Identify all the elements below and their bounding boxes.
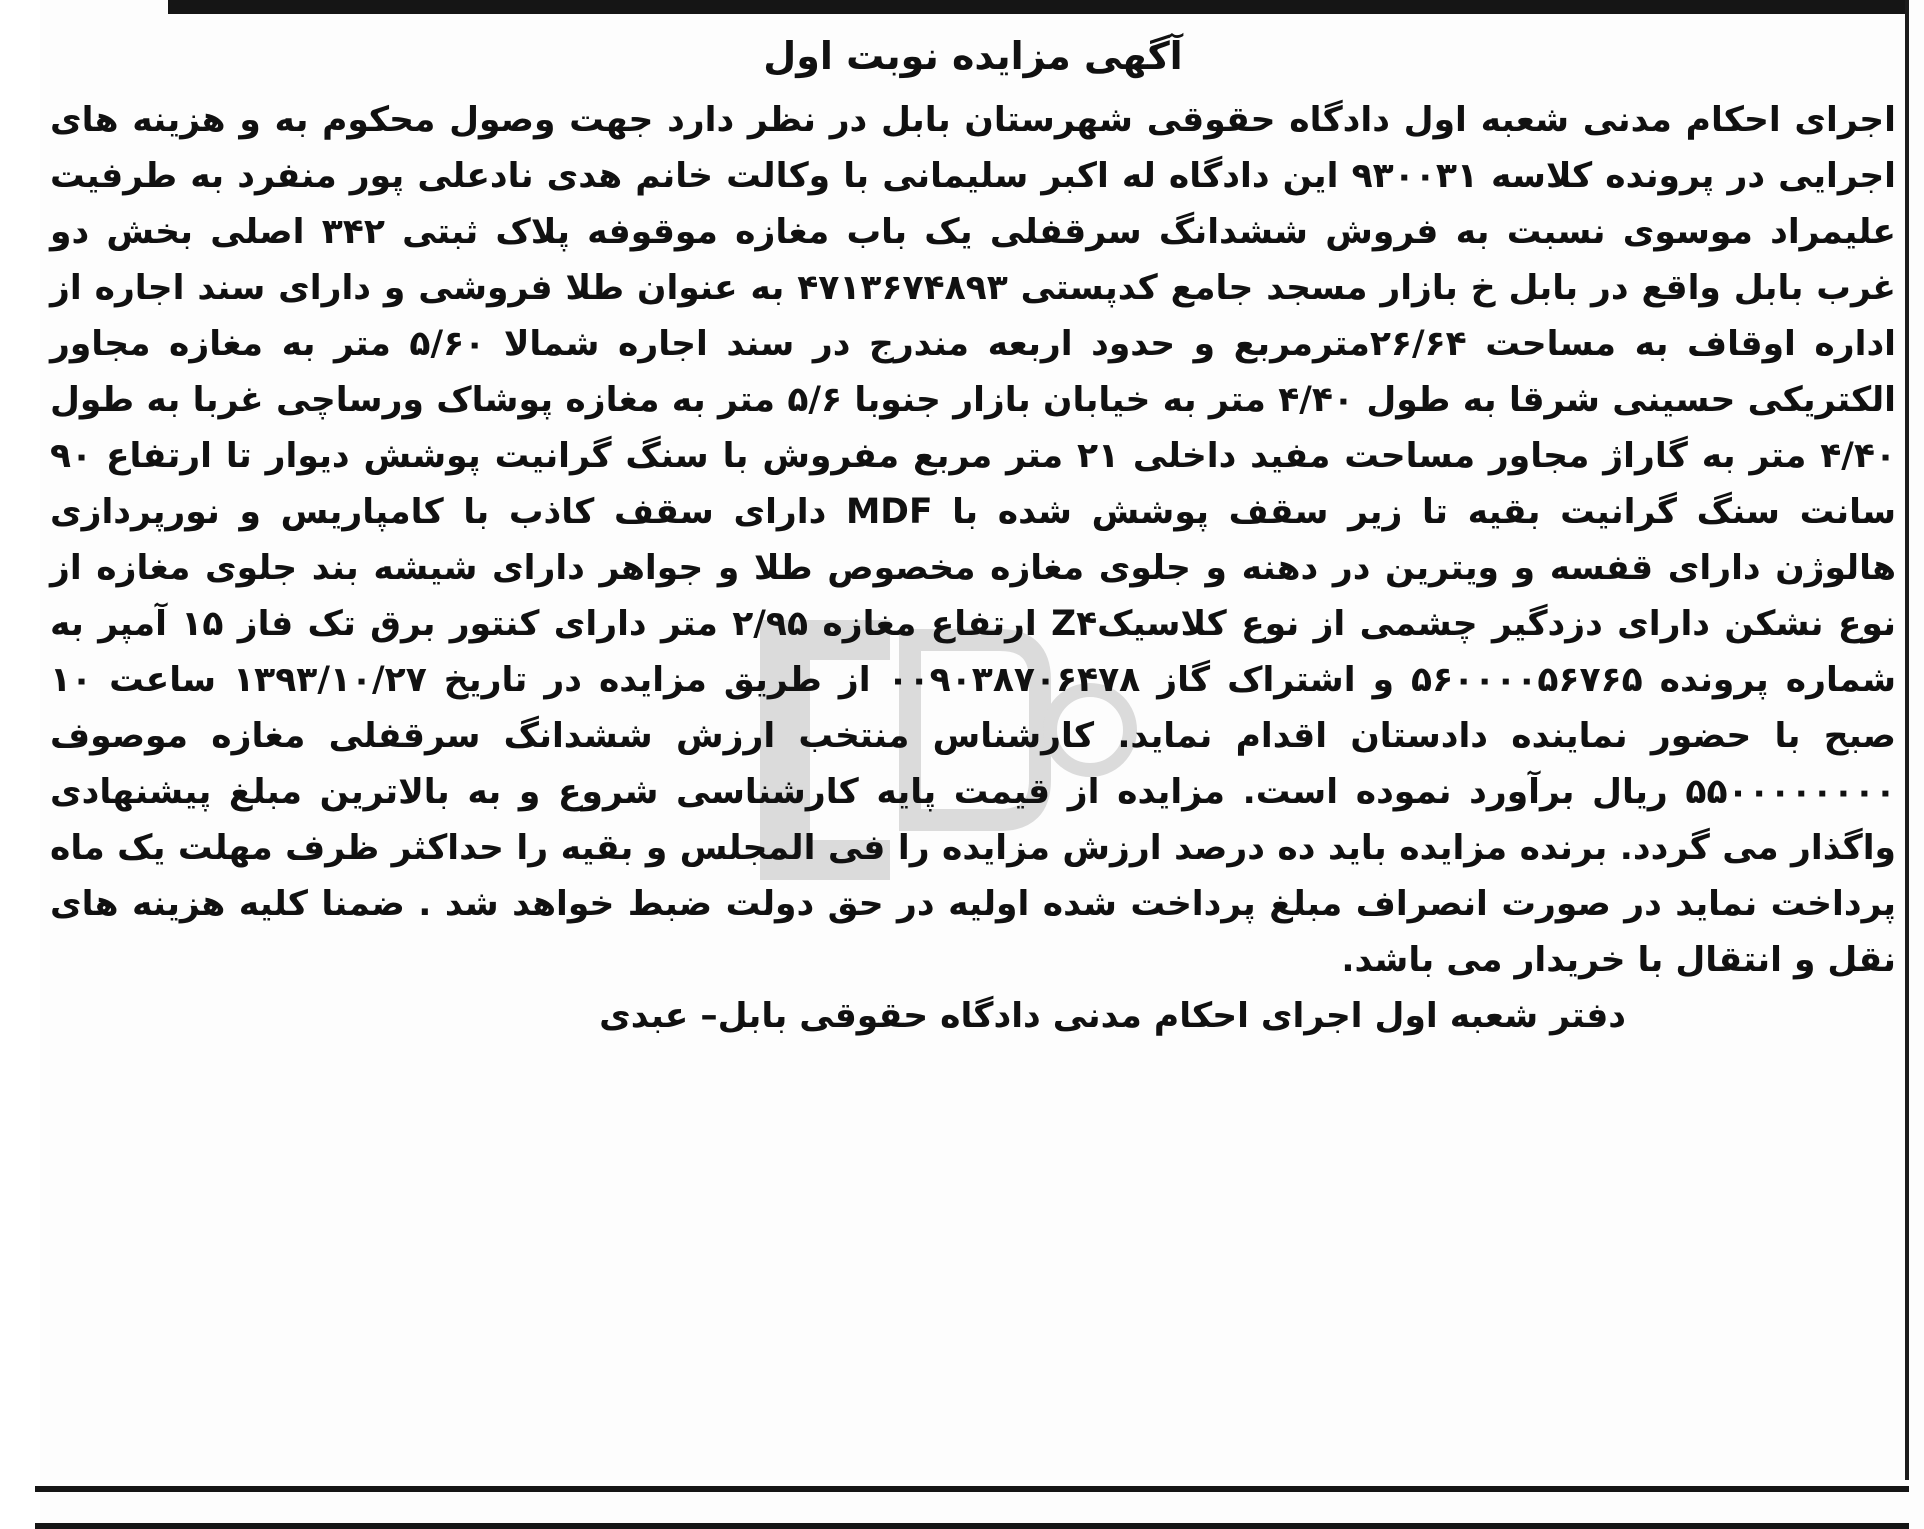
auction-notice	[50, 26, 1896, 1044]
right-border-rule	[1905, 0, 1909, 1480]
bottom-border-rule	[35, 1486, 1909, 1492]
notice-body: اجرای احکام مدنی شعبه اول دادگاه حقوقی شهرستان بابل در نظر دارد جهت وصول محکوم به و هزینه های اجرایی در پرونده کلاسه ۹۳۰۰۳۱ این دادگاه له اکبر سلیمانی با وکالت خانم هدی نادعلی پور منفرد به طرفیت علیمراد موسوی نسبت به فروش ششدانگ سرقفلی یک باب مغازه موقوفه پلاک ثبتی ۳۴۲ اصلی بخش دو غرب بابل واقع در بابل خ بازار مسجد جامع کدپستی ۴۷۱۳۶۷۴۸۹۳ به عنوان طلا فروشی و دارای سند اجاره از اداره اوقاف به مساحت ۲۶/۶۴مترمربع و حدود اربعه مندرج در سند اجاره شمالا ۵/۶۰ متر به مغازه مجاور الکتریکی حسینی شرقا به طول ۴/۴۰ متر به خیابان بازار جنوبا ۵/۶ متر به مغازه پوشاک ورساچی غربا به طول ۴/۴۰ متر به گاراژ مجاور مساحت مفید داخلی ۲۱ متر مربع مفروش با سنگ گرانیت پوشش دیوار تا ارتفاع ۹۰ سانت سنگ گرانیت بقیه تا زیر سقف پوشش شده با MDF دارای سقف کاذب با کامپاریس و نورپردازی هالوژن دارای قفسه و ویترین در دهنه و جلوی مغازه مخصوص طلا و جواهر دارای شیشه بند جلوی مغازه از نوع نشکن دارای دزدگیر چشمی از نوع کلاسیکZ۴ ارتفاع مغازه ۲/۹۵ متر دارای کنتور برق تک فاز ۱۵ آمپر به شماره پرونده ۵۶۰۰۰۰۵۶۷۶۵ و اشتراک گاز ۰۰۹۰۳۸۷۰۶۴۷۸ از طریق مزایده در تاریخ ۱۳۹۳/۱۰/۲۷ ساعت ۱۰ صبح با حضور نماینده دادستان اقدام نماید. کارشناس منتخب ارزش ششدانگ سرقفلی مغازه موصوف ۵۵۰۰۰۰۰۰۰۰ ریال برآورد نموده است. مزایده از قیمت پایه کارشناسی شروع و به بالاترین مبلغ پیشنهادی واگذار می گردد. برنده مزایده باید ده درصد ارزش مزایده را فی المجلس و بقیه را حداکثر ظرف مهلت یک ماه پرداخت نماید در صورت انصراف مبلغ پرداخت شده اولیه در حق دولت ضبط خواهد شد . ضمنا کلیه هزینه های نقل و انتقال با خریدار می باشد.	[50, 100, 1897, 980]
bottom-edge-rule	[35, 1523, 1909, 1529]
notice-signature: دفتر شعبه اول اجرای احکام مدنی دادگاه حقوقی بابل– عبدی	[599, 996, 1626, 1036]
notice-title: آگهی مزایده نوبت اول	[763, 34, 1183, 78]
top-border-rule	[168, 0, 1908, 14]
page-margin	[0, 0, 40, 1529]
